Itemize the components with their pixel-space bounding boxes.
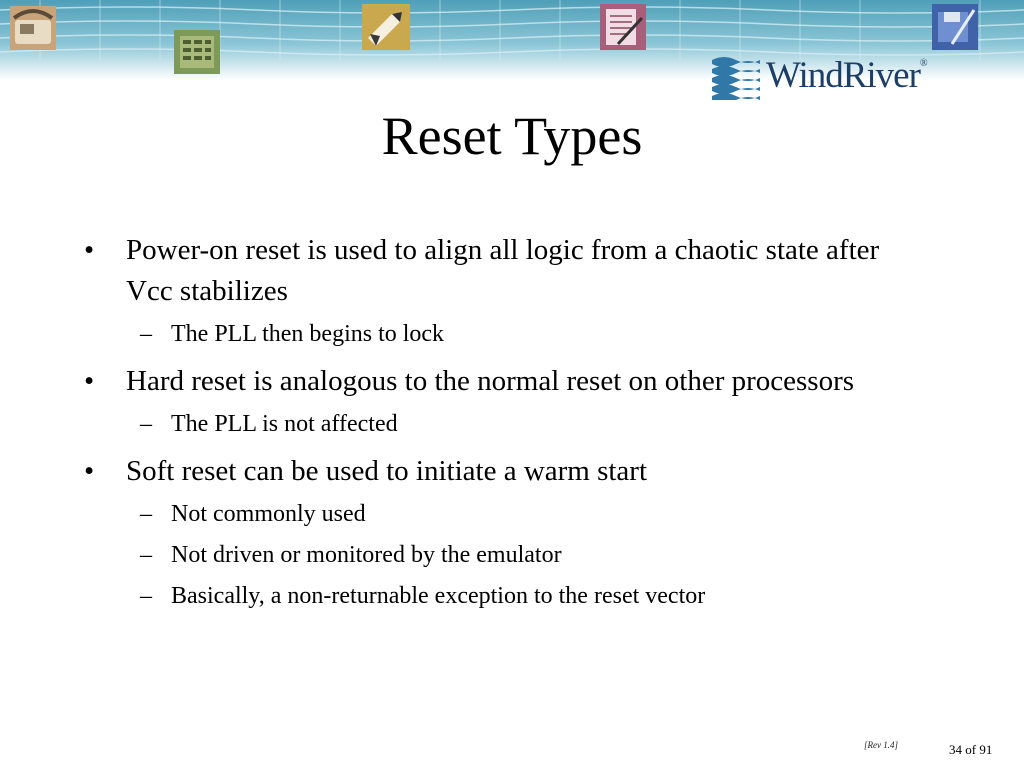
disk-tool-image xyxy=(932,4,978,50)
document-pen-image xyxy=(600,4,646,50)
wave-stripes-icon xyxy=(710,52,762,100)
telephone-image xyxy=(10,6,56,50)
dash-marker: – xyxy=(140,501,152,527)
bullet-item xyxy=(84,451,904,492)
dash-marker: – xyxy=(140,542,152,568)
slide-title: Reset Types xyxy=(381,106,643,166)
registered-mark: ® xyxy=(919,58,928,69)
bullet-item xyxy=(84,230,904,312)
dash-marker: – xyxy=(140,321,152,347)
bullet-marker: • xyxy=(84,365,95,397)
bullet-marker: • xyxy=(84,455,95,487)
brand-name: WindRiver xyxy=(766,55,920,96)
circuit-board-image xyxy=(174,30,220,74)
bullet-text: Power-on reset is used to align all logic from a chaotic state after Vcc stabilizes xyxy=(126,234,880,307)
dash-marker: – xyxy=(140,583,152,609)
sub-bullet-text: Basically, a non-returnable exception to the reset vector xyxy=(171,583,706,609)
sub-bullet-text: Not driven or monitored by the emulator xyxy=(171,542,562,568)
bullet-item xyxy=(84,361,904,402)
space-shuttle-image xyxy=(362,4,410,50)
page-number: 34 of 91 xyxy=(949,742,993,757)
sub-bullet-item xyxy=(84,496,904,533)
sub-bullet-text: Not commonly used xyxy=(171,501,366,527)
sub-bullet-text: The PLL is not affected xyxy=(171,411,398,437)
sub-bullet-item xyxy=(84,316,904,353)
bullet-marker: • xyxy=(84,234,95,266)
sub-bullet-item xyxy=(84,406,904,443)
bullet-text: Soft reset can be used to initiate a warm start xyxy=(126,455,648,487)
bullet-text: Hard reset is analogous to the normal reset on other processors xyxy=(126,365,855,397)
sub-bullet-item xyxy=(84,578,904,615)
sub-bullet-item xyxy=(84,537,904,574)
bullet-list xyxy=(84,230,904,615)
dash-marker: – xyxy=(140,411,152,437)
sub-bullet-text: The PLL then begins to lock xyxy=(171,321,445,347)
windriver-logo xyxy=(710,52,960,102)
logo-wordmark xyxy=(766,54,928,97)
revision-label: [Rev 1.4] xyxy=(864,740,898,750)
